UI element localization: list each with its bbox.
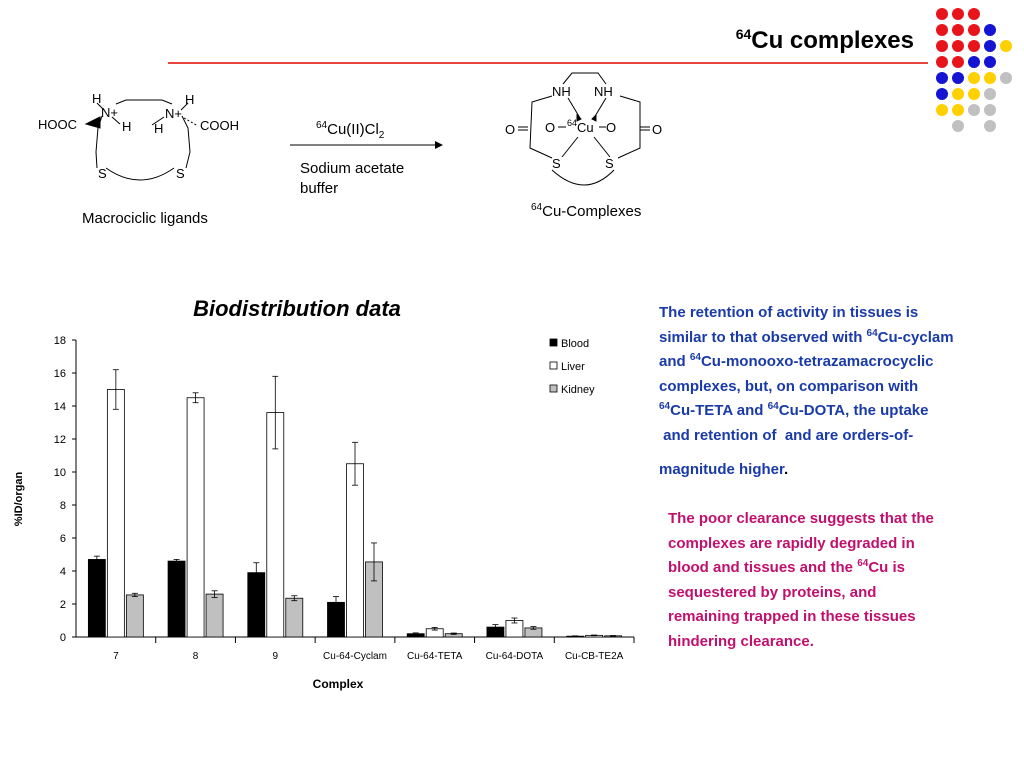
y-tick-label: 16 bbox=[53, 368, 66, 380]
y-tick-label: 18 bbox=[53, 335, 66, 347]
reagent-subscript: 2 bbox=[378, 130, 385, 141]
retention-line-7: magnitude higher. bbox=[659, 461, 789, 478]
x-tick-label: Cu-64-TETA bbox=[407, 651, 463, 662]
ligand-s-left: S bbox=[98, 166, 107, 181]
complex-cu-superscript: 64 bbox=[567, 118, 578, 128]
clearance-line-2: complexes are rapidly degraded in bbox=[668, 534, 915, 552]
decorative-dot bbox=[1000, 40, 1012, 52]
complex-nh-right: NH bbox=[594, 84, 613, 99]
x-tick-label: Cu-CB-TE2A bbox=[564, 651, 624, 662]
reaction-scheme bbox=[0, 70, 720, 240]
y-tick-label: 12 bbox=[53, 434, 66, 446]
ligand-cooh-label: COOH bbox=[200, 118, 239, 133]
ligand-h-2: H bbox=[122, 119, 132, 134]
ligand-h-3: H bbox=[185, 92, 195, 107]
clearance-line-1: The poor clearance suggests that the bbox=[668, 510, 934, 527]
decorative-dot bbox=[936, 8, 948, 20]
decorative-dot bbox=[984, 120, 996, 132]
decorative-dot bbox=[968, 104, 980, 116]
decorative-dot bbox=[952, 40, 964, 52]
decorative-dot bbox=[936, 24, 948, 36]
bar-liver bbox=[347, 464, 364, 637]
decorative-dot bbox=[952, 88, 964, 100]
clearance-line-3: blood and tissues and the $^{64}$Cu is bbox=[668, 558, 905, 576]
x-tick-label: 8 bbox=[192, 651, 199, 662]
y-tick-label: 10 bbox=[53, 467, 66, 479]
x-tick-label: 9 bbox=[272, 651, 279, 662]
retention-line-6: and retention of and are orders-of- bbox=[659, 426, 914, 444]
legend-label-kidney: Kidney bbox=[561, 384, 595, 396]
decorative-dot bbox=[968, 8, 980, 20]
decorative-dot bbox=[984, 72, 996, 84]
decorative-dot bbox=[952, 120, 964, 132]
title-superscript: 64 bbox=[735, 26, 752, 42]
retention-line-5: $^{64}$Cu-TETA and $^{64}$Cu-DOTA, the uptake bbox=[659, 401, 929, 419]
chart-title: Biodistribution data bbox=[193, 296, 401, 321]
decorative-dot bbox=[984, 56, 996, 68]
clearance-line-4: sequestered by proteins, and bbox=[668, 583, 877, 601]
decorative-dot bbox=[1000, 72, 1012, 84]
complex-o-left-bridge: O bbox=[545, 120, 556, 135]
biodistribution-chart bbox=[0, 290, 650, 710]
legend-label-liver: Liver bbox=[561, 361, 585, 373]
decorative-dot-grid bbox=[936, 8, 1020, 138]
reagent-label bbox=[316, 120, 385, 141]
reaction-arrow-head bbox=[435, 141, 443, 149]
complex-caption-text: Cu-Complexes bbox=[542, 203, 642, 220]
decorative-dot bbox=[936, 56, 948, 68]
bar-blood bbox=[168, 561, 185, 637]
complex-cu-label bbox=[567, 118, 594, 135]
y-axis-label: %ID/organ bbox=[13, 471, 25, 527]
ligand-h-1: H bbox=[92, 91, 102, 106]
complex-s-left: S bbox=[552, 156, 561, 171]
reagent-formula: Cu(II)Cl bbox=[327, 121, 379, 138]
ligand-nplus-left: N+ bbox=[101, 105, 118, 120]
legend-swatch-blood bbox=[550, 339, 557, 346]
decorative-dot bbox=[952, 56, 964, 68]
page-title bbox=[736, 26, 914, 55]
ligand-hooc-label: HOOC bbox=[38, 117, 77, 132]
decorative-dot bbox=[968, 56, 980, 68]
decorative-dot bbox=[984, 40, 996, 52]
bar-kidney bbox=[206, 594, 223, 637]
title-underline bbox=[168, 62, 928, 64]
complex-caption-superscript: 64 bbox=[531, 202, 543, 213]
title-text: Cu complexes bbox=[751, 27, 914, 54]
legend-swatch-liver bbox=[550, 362, 557, 369]
complex-o-right-carbonyl: O bbox=[652, 122, 663, 137]
bar-liver bbox=[107, 390, 124, 638]
conditions-line-1: Sodium acetate bbox=[300, 160, 405, 177]
y-tick-label: 0 bbox=[59, 632, 66, 644]
x-axis-label: Complex bbox=[312, 677, 364, 691]
ligand-s-right: S bbox=[176, 166, 185, 181]
clearance-paragraph bbox=[668, 507, 934, 654]
ligand-h-4: H bbox=[154, 121, 164, 136]
complex-s-right: S bbox=[605, 156, 614, 171]
x-tick-label: Cu-64-Cyclam bbox=[323, 651, 387, 662]
decorative-dot bbox=[952, 72, 964, 84]
y-tick-label: 4 bbox=[59, 566, 66, 578]
clearance-line-6: hindering clearance. bbox=[668, 632, 814, 650]
decorative-dot bbox=[984, 88, 996, 100]
decorative-dot bbox=[984, 104, 996, 116]
y-tick-label: 14 bbox=[53, 401, 66, 413]
complex-o-right-bridge: O bbox=[606, 120, 617, 135]
complex-o-left-carbonyl: O bbox=[505, 122, 516, 137]
decorative-dot bbox=[952, 24, 964, 36]
x-tick-label: 7 bbox=[113, 651, 119, 662]
legend-label-blood: Blood bbox=[561, 338, 590, 350]
decorative-dot bbox=[968, 72, 980, 84]
bar-blood bbox=[88, 559, 105, 637]
decorative-dot bbox=[936, 72, 948, 84]
complex-caption bbox=[531, 202, 641, 220]
bar-kidney bbox=[126, 595, 143, 637]
decorative-dot bbox=[936, 40, 948, 52]
decorative-dot bbox=[936, 88, 948, 100]
complex-nh-left: NH bbox=[552, 84, 571, 99]
decorative-dot bbox=[984, 24, 996, 36]
decorative-dot bbox=[952, 8, 964, 20]
decorative-dot bbox=[968, 24, 980, 36]
ligand-caption: Macrociclic ligands bbox=[82, 210, 208, 227]
y-tick-label: 8 bbox=[59, 500, 66, 512]
decorative-dot bbox=[968, 88, 980, 100]
x-tick-label: Cu-64-DOTA bbox=[485, 651, 544, 662]
decorative-dot bbox=[968, 40, 980, 52]
retention-line-2: similar to that observed with $^{64}$Cu-cyclam bbox=[659, 327, 954, 346]
complex-cu-symbol: Cu bbox=[577, 120, 594, 135]
retention-line-3: and $^{64}$Cu-monooxo-tetrazamacrocyclic bbox=[659, 352, 934, 370]
retention-paragraph bbox=[659, 301, 954, 483]
reagent-superscript: 64 bbox=[316, 120, 328, 131]
retention-line-1: The retention of activity in tissues is bbox=[659, 304, 919, 321]
y-tick-label: 6 bbox=[59, 533, 66, 545]
conditions-line-2: buffer bbox=[300, 180, 339, 197]
bar-liver bbox=[187, 398, 204, 637]
clearance-line-5: remaining trapped in these tissues bbox=[668, 608, 916, 625]
bar-kidney bbox=[286, 598, 303, 637]
y-tick-label: 2 bbox=[59, 599, 66, 611]
retention-line-4: complexes, but, on comparison with bbox=[659, 377, 919, 395]
decorative-dot bbox=[936, 104, 948, 116]
ligand-nplus-right: N+ bbox=[165, 106, 182, 121]
legend-swatch-kidney bbox=[550, 385, 557, 392]
decorative-dot bbox=[952, 104, 964, 116]
